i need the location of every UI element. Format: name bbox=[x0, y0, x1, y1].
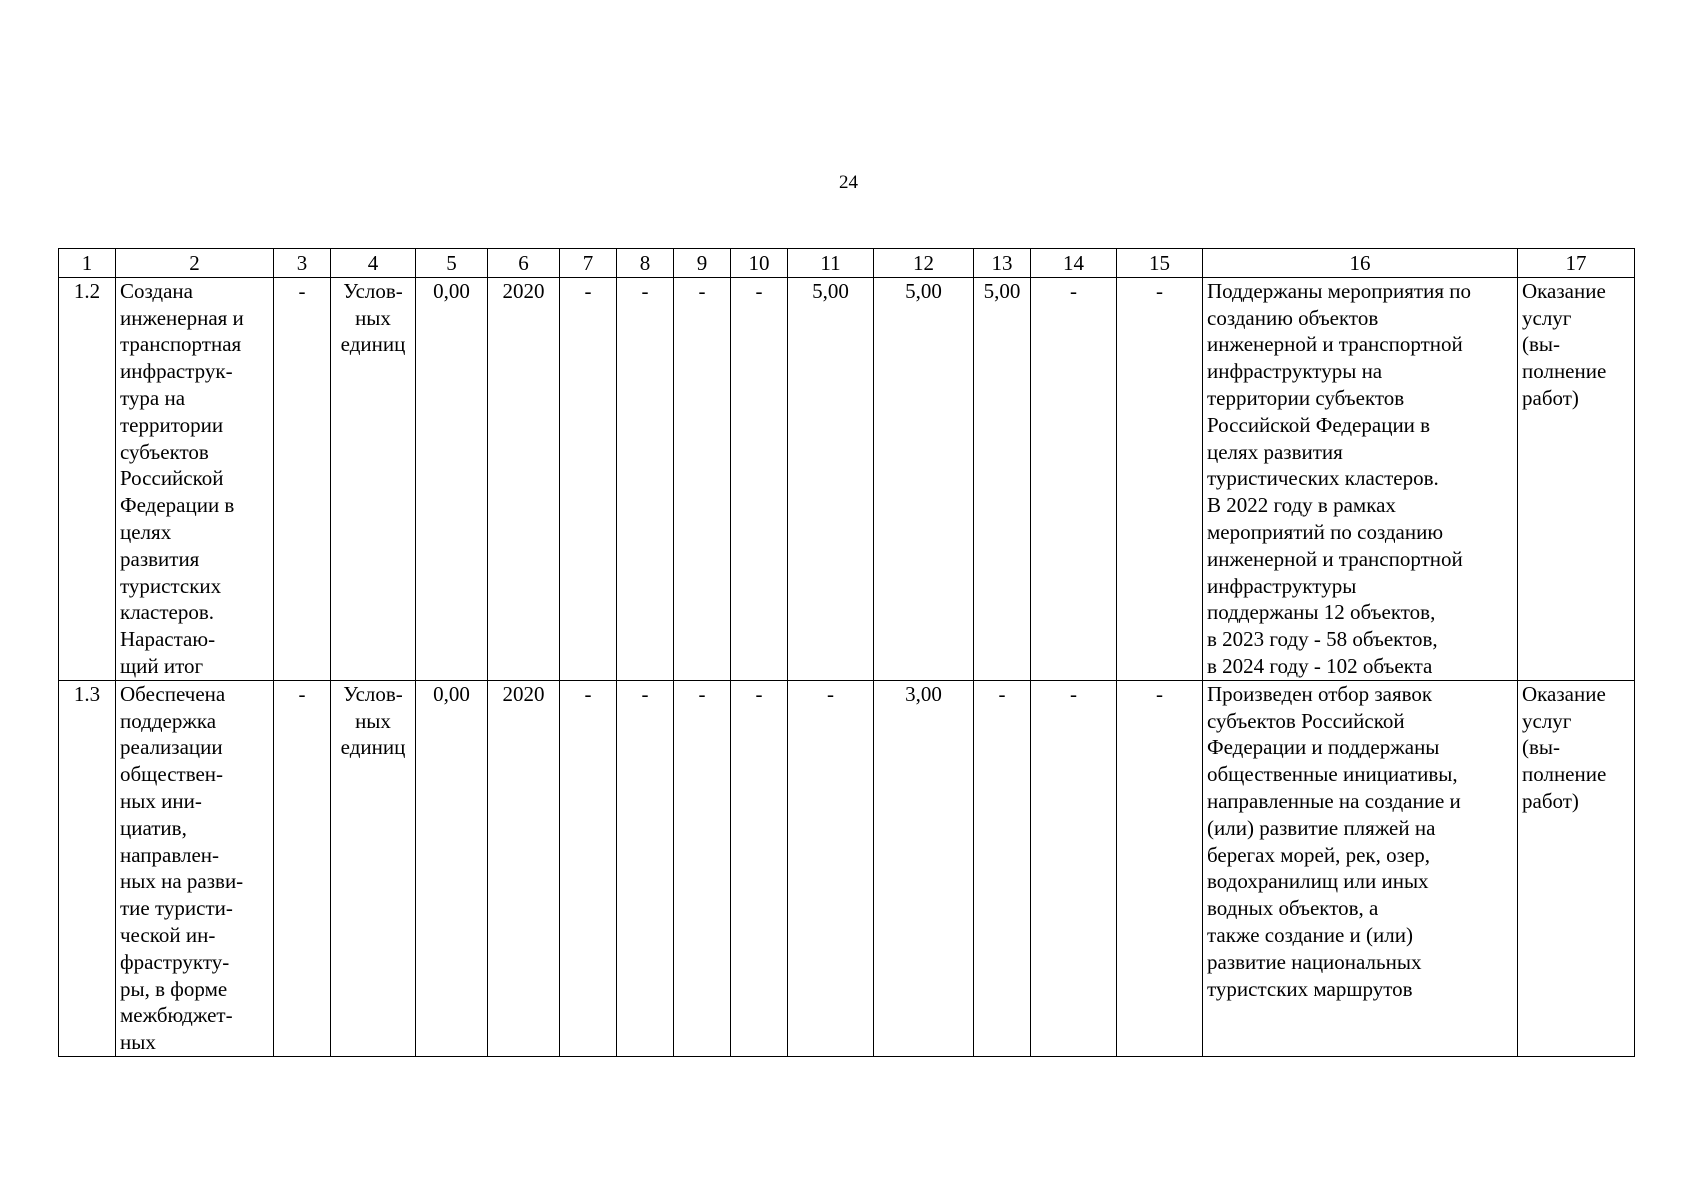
table-row bbox=[59, 680, 1635, 1056]
text-line: туристских маршрутов bbox=[1207, 976, 1413, 1001]
header-cell: 7 bbox=[560, 249, 617, 278]
table-cell: 5,00 bbox=[974, 277, 1031, 680]
header-cell: 4 bbox=[331, 249, 416, 278]
text-line: обществен- bbox=[120, 762, 224, 787]
table-cell: - bbox=[560, 277, 617, 680]
indicator-name bbox=[116, 680, 274, 1056]
table-cell: - bbox=[617, 680, 674, 1056]
text-line: Оказание bbox=[1522, 278, 1606, 303]
header-cell: 15 bbox=[1117, 249, 1203, 278]
text-line: единиц bbox=[340, 332, 406, 357]
text-line: Федерации в bbox=[120, 493, 235, 518]
text-line: Российской Федерации в bbox=[1207, 412, 1431, 437]
text-line: Российской bbox=[120, 466, 224, 491]
text-line: полнение bbox=[1522, 359, 1607, 384]
text-line: направленные на создание и bbox=[1207, 788, 1461, 813]
text-line: водохранилищ или иных bbox=[1207, 869, 1429, 894]
header-cell: 6 bbox=[488, 249, 560, 278]
text-line: ных bbox=[355, 708, 391, 733]
text-line: ческой ин- bbox=[120, 922, 216, 947]
table-cell: - bbox=[788, 680, 874, 1056]
text-line: услуг bbox=[1522, 708, 1572, 733]
text-line: берегах морей, рек, озер, bbox=[1207, 842, 1430, 867]
text-line: общественные инициативы, bbox=[1207, 762, 1458, 787]
text-line: инфраструктуры на bbox=[1207, 359, 1383, 384]
text-line: ных ини- bbox=[120, 788, 202, 813]
text-line: Поддержаны мероприятия по bbox=[1207, 278, 1471, 303]
header-cell: 8 bbox=[617, 249, 674, 278]
text-line: субъектов bbox=[120, 439, 209, 464]
unit-cell bbox=[331, 277, 416, 680]
text-line: Обеспечена bbox=[120, 681, 226, 706]
table-cell: - bbox=[617, 277, 674, 680]
text-line: направлен- bbox=[120, 842, 220, 867]
table-cell: - bbox=[1031, 277, 1117, 680]
table-cell: 5,00 bbox=[874, 277, 974, 680]
text-line: ных bbox=[355, 305, 391, 330]
table-cell: 5,00 bbox=[788, 277, 874, 680]
text-line: территории субъектов bbox=[1207, 385, 1405, 410]
table-cell: - bbox=[731, 277, 788, 680]
base-year: 2020 bbox=[488, 277, 560, 680]
row-number: 1.3 bbox=[59, 680, 116, 1056]
text-line: Создана bbox=[120, 278, 193, 303]
text-line: реализации bbox=[120, 735, 223, 760]
indicator-name bbox=[116, 277, 274, 680]
text-line: поддержка bbox=[120, 708, 217, 733]
base-value: 0,00 bbox=[416, 680, 488, 1056]
table-cell: - bbox=[674, 680, 731, 1056]
text-line: развития bbox=[120, 546, 200, 571]
table-cell: - bbox=[674, 277, 731, 680]
header-cell: 14 bbox=[1031, 249, 1117, 278]
header-cell: 5 bbox=[416, 249, 488, 278]
header-cell: 16 bbox=[1203, 249, 1518, 278]
table-cell: - bbox=[1117, 680, 1203, 1056]
text-line: Федерации и поддержаны bbox=[1207, 735, 1440, 760]
header-cell: 3 bbox=[274, 249, 331, 278]
text-line: Услов- bbox=[343, 278, 403, 303]
text-line: субъектов Российской bbox=[1207, 708, 1405, 733]
text-line: работ) bbox=[1522, 385, 1579, 410]
header-cell: 12 bbox=[874, 249, 974, 278]
table-cell: 3,00 bbox=[874, 680, 974, 1056]
text-line: развитие национальных bbox=[1207, 949, 1422, 974]
text-line: целях развития bbox=[1207, 439, 1343, 464]
page-number: 24 bbox=[839, 172, 858, 193]
table-cell: - bbox=[731, 680, 788, 1056]
text-line: ных bbox=[120, 1030, 156, 1055]
text-line: инженерная и bbox=[120, 305, 244, 330]
text-line: работ) bbox=[1522, 788, 1579, 813]
base-value: 0,00 bbox=[416, 277, 488, 680]
table-cell: - bbox=[974, 680, 1031, 1056]
text-line: Произведен отбор заявок bbox=[1207, 681, 1433, 706]
header-cell: 2 bbox=[116, 249, 274, 278]
text-line: (вы- bbox=[1522, 735, 1561, 760]
text-line: территории bbox=[120, 412, 224, 437]
text-line: Нарастаю- bbox=[120, 627, 216, 652]
table-row bbox=[59, 277, 1635, 680]
text-line: (или) развитие пляжей на bbox=[1207, 815, 1436, 840]
text-line: тие туристи- bbox=[120, 896, 233, 921]
result-type bbox=[1518, 277, 1635, 680]
text-line: щий итог bbox=[120, 653, 204, 678]
text-line: также создание и (или) bbox=[1207, 922, 1413, 947]
text-line: полнение bbox=[1522, 762, 1607, 787]
result-description bbox=[1203, 680, 1518, 1056]
text-line: в 2024 году - 102 объекта bbox=[1207, 653, 1433, 678]
text-line: созданию объектов bbox=[1207, 305, 1379, 330]
text-line: целях bbox=[120, 519, 172, 544]
text-line: Оказание bbox=[1522, 681, 1606, 706]
table-cell: - bbox=[1117, 277, 1203, 680]
text-line: тура на bbox=[120, 385, 186, 410]
text-line: инфраструктуры bbox=[1207, 573, 1357, 598]
table-cell: - bbox=[560, 680, 617, 1056]
text-line: единиц bbox=[340, 735, 406, 760]
table-cell: - bbox=[1031, 680, 1117, 1056]
text-line: туристических кластеров. bbox=[1207, 466, 1439, 491]
indicators-table bbox=[58, 248, 1635, 1057]
text-line: услуг bbox=[1522, 305, 1572, 330]
text-line: межбюджет- bbox=[120, 1003, 233, 1028]
text-line: инженерной и транспортной bbox=[1207, 546, 1463, 571]
text-line: в 2023 году - 58 объектов, bbox=[1207, 627, 1438, 652]
text-line: инфраструк- bbox=[120, 359, 233, 384]
text-line: (вы- bbox=[1522, 332, 1561, 357]
text-line: инженерной и транспортной bbox=[1207, 332, 1463, 357]
header-cell: 11 bbox=[788, 249, 874, 278]
text-line: водных объектов, а bbox=[1207, 896, 1379, 921]
header-row bbox=[59, 249, 1635, 278]
text-line: Услов- bbox=[343, 681, 403, 706]
row-number: 1.2 bbox=[59, 277, 116, 680]
result-description bbox=[1203, 277, 1518, 680]
table-cell: - bbox=[274, 277, 331, 680]
unit-cell bbox=[331, 680, 416, 1056]
header-cell: 10 bbox=[731, 249, 788, 278]
header-cell: 17 bbox=[1518, 249, 1635, 278]
table-cell: - bbox=[274, 680, 331, 1056]
text-line: туристских bbox=[120, 573, 222, 598]
text-line: фраструкту- bbox=[120, 949, 230, 974]
base-year: 2020 bbox=[488, 680, 560, 1056]
text-line: ры, в форме bbox=[120, 976, 228, 1001]
text-line: мероприятий по созданию bbox=[1207, 519, 1444, 544]
header-cell: 9 bbox=[674, 249, 731, 278]
text-line: В 2022 году в рамках bbox=[1207, 493, 1396, 518]
text-line: поддержаны 12 объектов, bbox=[1207, 600, 1436, 625]
text-line: кластеров. bbox=[120, 600, 214, 625]
text-line: циатив, bbox=[120, 815, 187, 840]
header-cell: 1 bbox=[59, 249, 116, 278]
text-line: транспортная bbox=[120, 332, 242, 357]
header-cell: 13 bbox=[974, 249, 1031, 278]
result-type bbox=[1518, 680, 1635, 1056]
text-line: ных на разви- bbox=[120, 869, 244, 894]
